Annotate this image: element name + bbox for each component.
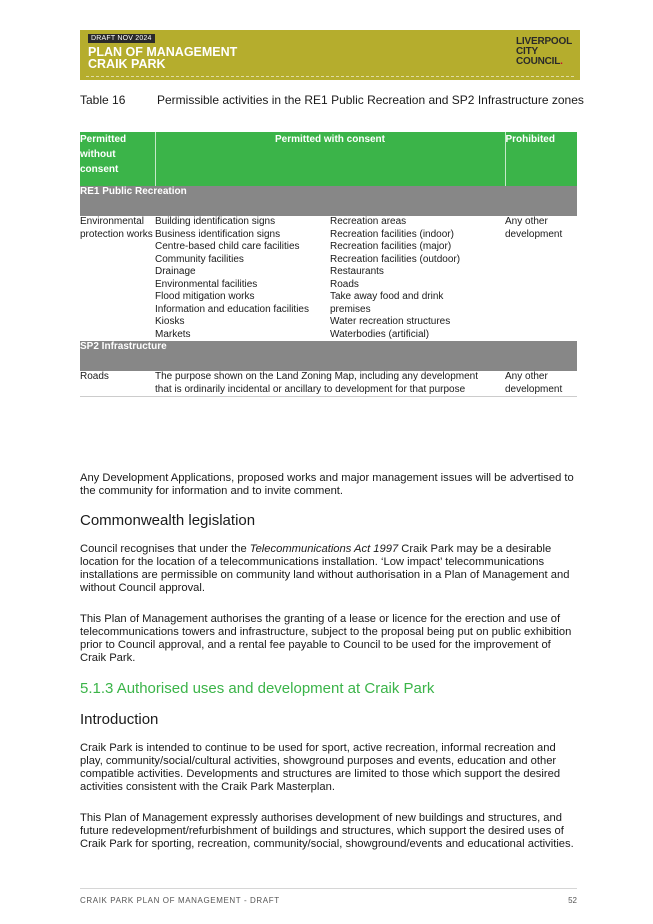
- logo-line3: [516, 57, 572, 67]
- col-header-prohibited: Prohibited: [505, 132, 577, 186]
- list-item: Restaurants: [330, 266, 384, 277]
- liverpool-council-logo: [516, 37, 572, 67]
- heading-section-5-1-3: 5.1.3 Authorised uses and development at Craik Park: [80, 680, 435, 697]
- table-row: [80, 216, 577, 341]
- list-item: Kiosks: [155, 316, 185, 327]
- text-run: Craik Park may be a desirable location for the location of a telecommunications installation. ‘Low impact’ telecommunications installations are permissible on community land without authorisation in a Plan of Management and without Council approval.: [80, 543, 570, 594]
- with-consent-list-a: [155, 216, 330, 341]
- list-item: Business identification signs: [155, 228, 281, 240]
- header-title: [88, 46, 237, 70]
- paragraph-authorised-development: This Plan of Management expressly authorises development of new buildings and structures, and future redevelopment/refurbishment of buildings and structures, which support the desired uses of Craik Park for sporting, recreation, community/social, showground/events and educational activities.: [80, 812, 574, 850]
- paragraph-introduction: Craik Park is intended to continue to be used for sport, active recreation, informal recreation and play, community/social/cultural activities, showground purposes and events, education and other compatible activities. Developments and structures are limited to those which support the desired activities consistent with the Craik Park Masterplan.: [80, 742, 561, 793]
- list-item: Drainage: [155, 266, 196, 277]
- logo-line3-text: COUNCIL: [516, 56, 561, 67]
- zone-name: SP2 Infrastructure: [80, 341, 577, 371]
- list-item: Building identification signs: [155, 216, 276, 227]
- list-item: Water recreation structures: [330, 316, 451, 327]
- without-consent-cell: Environmental protection works: [80, 216, 153, 240]
- col-header-without-consent: Permitted without consent: [80, 132, 155, 186]
- prohibited-cell: Any other development: [505, 371, 577, 397]
- logo-line1: LIVERPOOL: [516, 36, 572, 47]
- zone-row-re1: [80, 186, 577, 216]
- list-item: Take away food and drink premises: [330, 291, 444, 315]
- footer-document-title: CRAIK PARK PLAN OF MANAGEMENT - DRAFT: [80, 896, 280, 905]
- document-header-band: [80, 30, 580, 80]
- header-dashed-rule: [86, 76, 574, 77]
- logo-line2: CITY: [516, 46, 538, 57]
- paragraph-advertise: Any Development Applications, proposed works and major management issues will be advertised to the community for information and to invite comment.: [80, 472, 574, 497]
- with-consent-cell: The purpose shown on the Land Zoning Map, including any development that is ordinarily incidental or ancillary to development for that purpose: [155, 371, 505, 397]
- text-run: Council recognises that under the: [80, 543, 250, 555]
- logo-dot-icon: .: [560, 56, 563, 67]
- table-caption-text: Permissible activities in the RE1 Public Recreation and SP2 Infrastructure zones: [157, 93, 584, 107]
- act-title: Telecommunications Act 1997: [249, 543, 399, 555]
- list-item: Markets: [155, 328, 191, 340]
- list-item: Recreation facilities (major): [330, 241, 452, 252]
- draft-tag: DRAFT NOV 2024: [88, 34, 155, 43]
- heading-commonwealth-legislation: Commonwealth legislation: [80, 512, 256, 529]
- footer-rule: [80, 888, 577, 889]
- paragraph-telecommunications: [80, 543, 577, 595]
- list-item: Community facilities: [155, 253, 244, 265]
- list-item: Information and education facilities: [155, 303, 309, 315]
- list-item: Roads: [330, 278, 359, 290]
- list-item: Recreation facilities (indoor): [330, 228, 454, 240]
- with-consent-cell: [155, 216, 505, 341]
- paragraph-lease-licence: This Plan of Management authorises the granting of a lease or licence for the erection and use of telecommunications towers and infrastructure, subject to the proposal being put on public exhibition prior to Council approval, and a rental fee payable to Council to be used for the improvement of Craik Park.: [80, 613, 572, 664]
- page-number: 52: [568, 896, 577, 905]
- list-item: Recreation areas: [330, 216, 407, 227]
- with-consent-list-b: [330, 216, 485, 341]
- prohibited-cell: Any other development: [505, 216, 563, 240]
- zone-name: RE1 Public Recreation: [80, 186, 577, 216]
- table-header-row: [80, 132, 577, 186]
- list-item: Environmental facilities: [155, 278, 258, 290]
- zone-row-sp2: [80, 341, 577, 371]
- list-item: Waterbodies (artificial): [330, 328, 430, 340]
- table-caption-number: Table 16: [80, 93, 126, 107]
- table-row: [80, 371, 577, 397]
- header-title-line2: CRAIK PARK: [88, 57, 166, 71]
- list-item: Recreation facilities (outdoor): [330, 253, 461, 265]
- heading-introduction: Introduction: [80, 711, 159, 728]
- without-consent-cell: Roads: [80, 371, 155, 397]
- col-header-with-consent: Permitted with consent: [155, 132, 505, 186]
- permissible-activities-table: [80, 132, 577, 397]
- list-item: Centre-based child care facilities: [155, 241, 300, 252]
- list-item: Flood mitigation works: [155, 291, 255, 302]
- header-title-line1: PLAN OF MANAGEMENT: [88, 45, 238, 59]
